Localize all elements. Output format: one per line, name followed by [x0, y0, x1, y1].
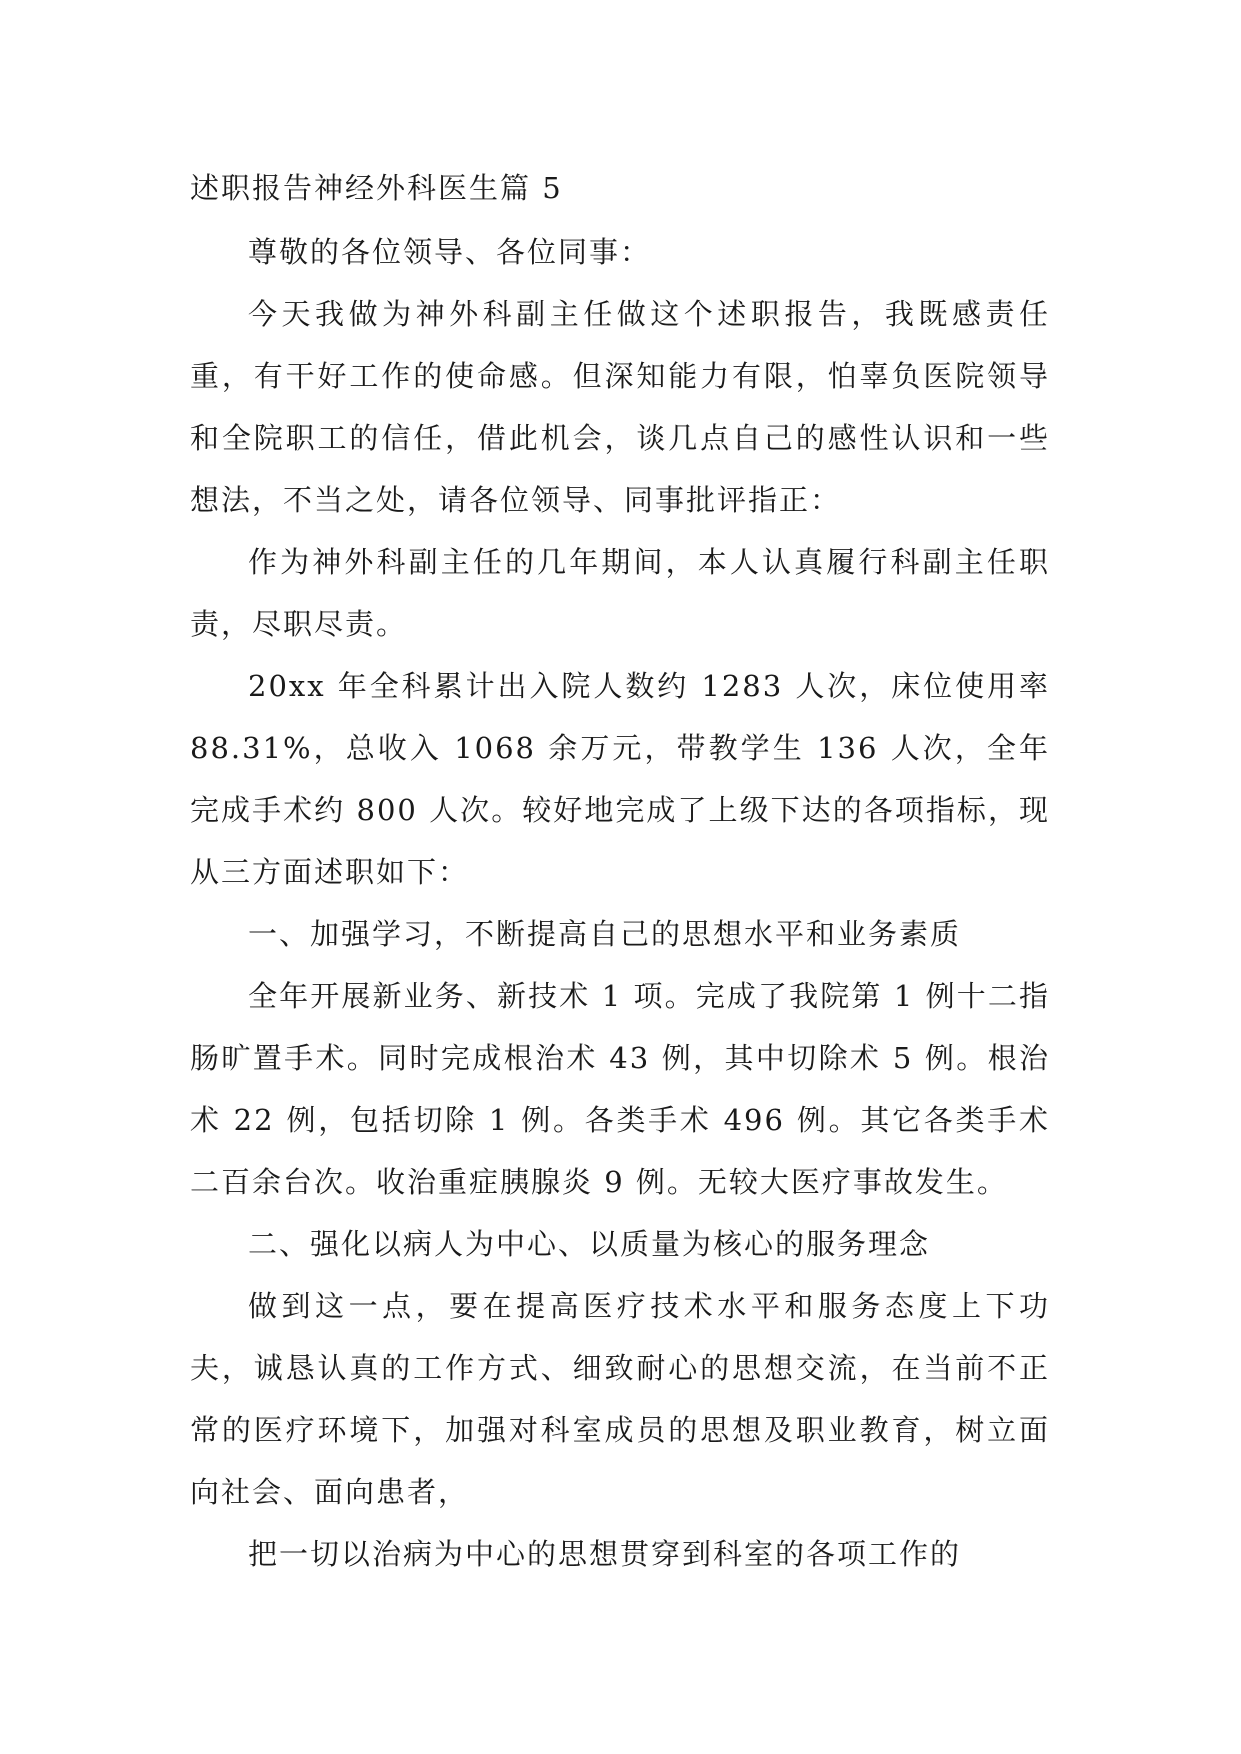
document-body [190, 163, 1050, 1585]
document-title: 述职报告神经外科医生篇 5 [190, 171, 563, 205]
paragraph-intro: 今天我做为神外科副主任做这个述职报告，我既感责任重，有干好工作的使命感。但深知能力有限，怕辜负医院领导和全院职工的信任，借此机会，谈几点自己的感性认识和一些想法，不当之处，请各位领导、同事批评指正： [190, 297, 1050, 517]
paragraph-service: 做到这一点，要在提高医疗技术水平和服务态度上下功夫，诚恳认真的工作方式、细致耐心的思想交流，在当前不正常的医疗环境下，加强对科室成员的思想及职业教育，树立面向社会、面向患者， [190, 1289, 1050, 1509]
paragraph-statistics: 20xx 年全科累计出入院人数约 1283 人次，床位使用率 88.31%，总收入 1068 余万元，带教学生 136 人次，全年完成手术约 800 人次。较好地完成了上级下达的各项指标，现从三方面述职如下： [190, 669, 1050, 889]
paragraph-continuation: 把一切以治病为中心的思想贯穿到科室的各项工作的 [248, 1537, 962, 1571]
paragraph-surgeries: 全年开展新业务、新技术 1 项。完成了我院第 1 例十二指肠旷置手术。同时完成根治术 43 例，其中切除术 5 例。根治术 22 例，包括切除 1 例。各类手术 496 例。其它各类手术二百余台次。收治重症胰腺炎 9 例。无较大医疗事故发生。 [190, 979, 1050, 1199]
section-heading-1: 一、加强学习，不断提高自己的思想水平和业务素质 [248, 917, 962, 951]
section-heading-2: 二、强化以病人为中心、以质量为核心的服务理念 [248, 1227, 931, 1261]
paragraph-salutation: 尊敬的各位领导、各位同事： [248, 235, 652, 269]
paragraph-duties: 作为神外科副主任的几年期间，本人认真履行科副主任职责，尽职尽责。 [190, 545, 1050, 641]
